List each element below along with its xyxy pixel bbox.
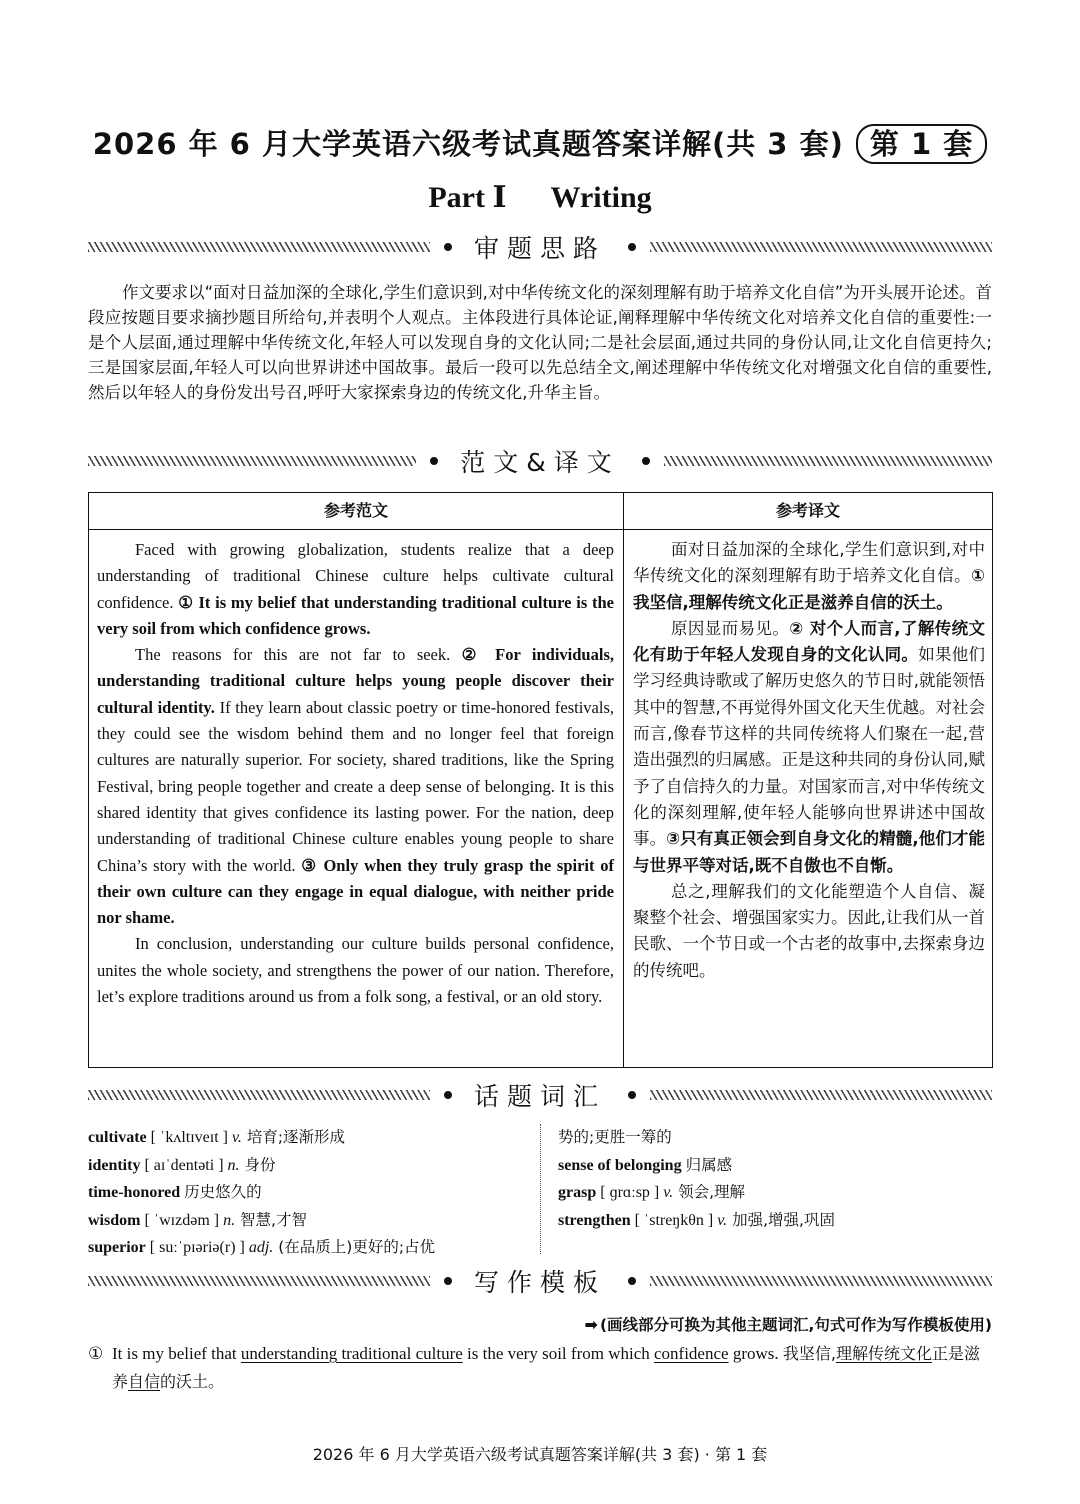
table-column-rule <box>623 493 624 1067</box>
vocab-phonetic: [ ˈwɪzdəm ] <box>140 1211 224 1229</box>
part-name: Writing <box>550 181 652 214</box>
key-sentence-1: ① It is my belief that understanding traditional culture is the very soil from which confidence grows. <box>97 592 615 638</box>
key-sentence-2: ② For individuals, understanding traditional culture helps young people discover their cultural identity. <box>97 645 614 717</box>
table-header-rule <box>89 529 992 530</box>
template-sentence <box>88 1340 992 1396</box>
vocab-meaning: 培育;逐渐形成 <box>241 1128 346 1146</box>
translation-text: 原因显而易见。 <box>671 618 790 638</box>
replaceable-phrase-cn: 理解传统文化 <box>835 1344 932 1363</box>
vocab-word: superior <box>88 1239 146 1256</box>
template-text: is the very soil from which <box>462 1344 654 1363</box>
vocab-entry <box>88 1179 528 1207</box>
vocab-word: wisdom <box>88 1211 141 1229</box>
vocab-word: time-honored <box>88 1184 181 1201</box>
translation-paragraph <box>633 537 985 616</box>
section-header-model <box>88 442 992 480</box>
section-header-analysis <box>88 228 992 266</box>
english-essay <box>97 537 614 1010</box>
vocab-word: identity <box>88 1156 141 1174</box>
replaceable-phrase-cn: 自信 <box>128 1372 161 1391</box>
section-label: 审题思路 <box>474 234 607 263</box>
translation-paragraph <box>633 616 985 879</box>
vocab-pos: adj. <box>248 1239 274 1256</box>
hatch-divider <box>88 456 416 466</box>
vocab-entry <box>558 1124 992 1152</box>
hatch-divider <box>650 242 992 252</box>
vocab-phonetic: [ ˈkʌltɪveɪt ] <box>146 1129 232 1146</box>
template-body <box>112 1340 992 1396</box>
vocab-list-right <box>558 1124 992 1234</box>
hatch-divider <box>664 456 992 466</box>
vocab-phonetic: [ aɪˈdentəti ] <box>140 1156 228 1174</box>
vocab-entry <box>558 1179 992 1207</box>
section-label: 话题词汇 <box>474 1082 607 1111</box>
bullet-dot <box>628 1277 636 1285</box>
template-note-text: (画线部分可换为其他主题词汇,句式可作为写作模板使用) <box>599 1316 992 1334</box>
section-label: 范文&译文 <box>460 448 620 477</box>
bullet-dot <box>444 1277 452 1285</box>
vocab-phonetic: [ ˈstreŋkθn ] <box>630 1211 718 1229</box>
translation-text: 如果他们学习经典诗歌或了解历史悠久的节日时,就能领悟其中的智慧,不再觉得外国文化天生优越。对社会而言,像春节这样的共同传统将人们聚在一起,营造出强烈的归属感。正是这种共同的身份认同,赋予了自信持久的力量。对国家而言,对中华传统文化的深刻理解,使年轻人能够向世界讲述中国故事。 <box>633 645 986 849</box>
template-text: grows. <box>728 1344 783 1363</box>
vocab-entry <box>88 1152 528 1180</box>
vocab-list-left <box>88 1124 528 1262</box>
part-label: Part Ⅰ <box>428 181 507 214</box>
replaceable-phrase: understanding traditional culture <box>240 1344 463 1363</box>
vocab-phonetic: [ ɡrɑːsp ] <box>596 1184 664 1201</box>
vocab-word: cultivate <box>88 1129 147 1146</box>
replaceable-phrase: confidence <box>654 1344 729 1363</box>
vocab-meaning: 身份 <box>239 1155 276 1174</box>
key-sentence-2-cn: ② 对个人而言,了解传统文化有助于年轻人发现自身的文化认同。 <box>633 618 986 665</box>
english-column-header: 参考范文 <box>323 501 388 520</box>
key-sentence-1-cn: ① 我坚信,理解传统文化正是滋养自信的沃土。 <box>633 566 985 612</box>
analysis-paragraph: 作文要求以“面对日益加深的全球化,学生们意识到,对中华传统文化的深刻理解有助于培养文化自信”为开头展开论述。首段应按题目要求摘抄题目所给句,并表明个人观点。主体段进行具体论证,阐释理解中华传统文化对培养文化自信的重要性:一是个人层面,通过理解中华传统文化,年轻人可以发现自身的文化认同;二是社会层面,通过共同的身份认同,让文化自信更持久;三是国家层面,年轻人可以向世界讲述中国故事。最后一段可以先总结全文,阐述理解中华传统文化对增强文化自信的重要性,然后以年轻人的身份发出号召,呼吁大家探索身边的传统文化,升华主旨。 <box>88 283 992 402</box>
vocab-pos: v. <box>231 1129 242 1146</box>
bullet-dot <box>642 457 650 465</box>
page-title <box>0 122 1080 164</box>
bullet-dot <box>628 243 636 251</box>
bullet-dot <box>444 243 452 251</box>
bullet-dot <box>430 457 438 465</box>
page-footer: 2026 年 6 月大学英语六级考试真题答案详解(共 3 套) · 第 1 套 <box>312 1445 768 1464</box>
vocab-pos: n. <box>227 1156 240 1174</box>
vocab-word: strengthen <box>558 1211 631 1229</box>
translation-paragraph: 总之,理解我们的文化能塑造个人自信、凝聚整个社会、增强国家实力。因此,让我们从一首民歌、一个节日或一个古老的故事中,去探索身边的传统吧。 <box>633 881 985 980</box>
template-note <box>585 1313 992 1335</box>
vocab-column-divider <box>540 1124 541 1254</box>
essay-text: The reasons for this are not far to seek. <box>135 645 462 665</box>
vocab-meaning: (在品质上)更好的;占优 <box>273 1238 436 1256</box>
chinese-column-header: 参考译文 <box>775 501 840 520</box>
set-badge: 第 1 套 <box>856 124 987 164</box>
title-text: 2026 年 6 月大学英语六级考试真题答案详解(共 3 套) <box>92 127 844 161</box>
hatch-divider <box>88 1276 430 1286</box>
vocab-meaning: 归属感 <box>685 1155 733 1174</box>
vocab-word: grasp <box>558 1184 597 1201</box>
vocab-meaning: 加强,增强,巩固 <box>727 1210 835 1229</box>
vocab-entry <box>558 1207 992 1235</box>
vocab-entry <box>88 1124 528 1152</box>
bullet-dot <box>444 1091 452 1099</box>
vocab-meaning: 势的;更胜一筹的 <box>558 1128 672 1146</box>
bullet-dot <box>628 1091 636 1099</box>
chinese-translation <box>633 537 985 984</box>
template-text-cn: 的沃土。 <box>160 1372 225 1391</box>
hatch-divider <box>650 1090 992 1100</box>
part-heading <box>0 180 1080 215</box>
vocab-word: sense of belonging <box>558 1156 682 1174</box>
essay-paragraph: In conclusion, understanding our culture builds personal confidence, unites the whole society, and strengthens the power of our nation. Therefore, let’s explore traditions around us from a folk song, a festival, or an old story. <box>97 934 614 1007</box>
essay-text: Faced with growing globalization, students realize that a deep understanding of traditional Chinese culture helps cultivate cultural confidence. <box>97 540 614 612</box>
vocab-meaning: 智慧,才智 <box>235 1210 307 1229</box>
vocab-pos: n. <box>223 1211 236 1229</box>
key-sentence-3: ③ Only when they truly grasp the spirit of their own culture can they engage in equal dialogue, with neither pride nor shame. <box>97 855 614 928</box>
vocab-pos: v. <box>663 1184 674 1201</box>
vocab-entry <box>88 1207 528 1235</box>
vocab-phonetic: [ suːˈpɪəriə(r) ] <box>145 1239 249 1256</box>
vocab-meaning: 领会,理解 <box>673 1183 746 1201</box>
vocab-pos: v. <box>717 1211 728 1229</box>
template-text: It is my belief that <box>112 1344 241 1363</box>
section-header-template <box>88 1262 992 1300</box>
vocab-meaning: 历史悠久的 <box>184 1183 262 1201</box>
hatch-divider <box>650 1276 992 1286</box>
essay-paragraph <box>97 537 614 642</box>
vocab-entry <box>558 1152 992 1180</box>
essay-paragraph <box>97 642 614 931</box>
template-text-cn: 我坚信, <box>782 1344 836 1363</box>
translation-text: 面对日益加深的全球化,学生们意识到,对中华传统文化的深刻理解有助于培养文化自信。 <box>633 540 985 586</box>
section-label: 写作模板 <box>474 1268 607 1297</box>
template-number: ① <box>88 1344 104 1363</box>
essay-table <box>88 492 993 1068</box>
section-header-vocab <box>88 1076 992 1114</box>
hatch-divider <box>88 242 430 252</box>
essay-text: If they learn about classic poetry or time-honored festivals, they could see the wisdom behind them and no longer feel that foreign cultures are naturally superior. For society, shared traditions, like the Spring Festival, bring people together and create a deep sense of belonging. It is this shared identity that gives confidence its lasting power. For the nation, deep understanding of traditional Chinese culture enables young people to share China’s story with the world. <box>97 697 614 875</box>
hatch-divider <box>88 1090 430 1100</box>
key-sentence-3-cn: ③只有真正领会到自身文化的精髓,他们才能与世界平等对话,既不自傲也不自惭。 <box>633 829 985 875</box>
template-text-cn: 正是滋养 <box>112 1344 981 1391</box>
arrow-right-icon: ➡ <box>584 1315 598 1334</box>
vocab-entry <box>88 1234 528 1262</box>
